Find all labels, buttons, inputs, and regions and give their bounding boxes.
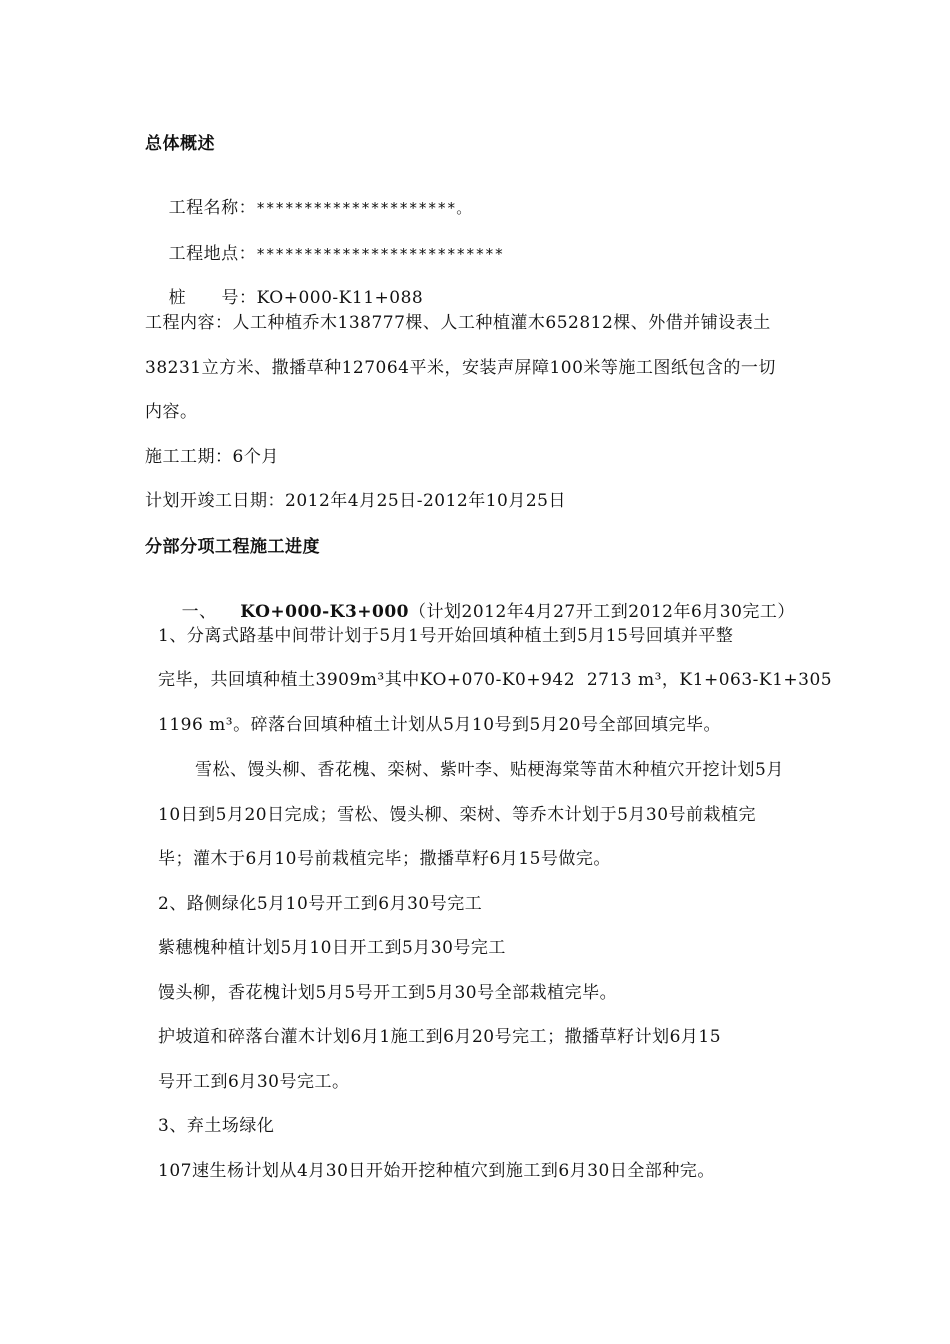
location-label: 工程地点： <box>168 244 257 264</box>
item2-line-4: 号开工到6月30号完工。 <box>158 1072 350 1092</box>
item1-line-2: 完毕，共回填种植土3909m³其中KO+070-K0+942 2713 m³，K1+063-K1+305 <box>158 670 833 690</box>
progress-heading: 分部分项工程施工进度 <box>145 537 320 557</box>
overview-heading: 总体概述 <box>145 134 215 154</box>
item1b-line-3: 毕；灌木于6月10号前栽植完毕；撒播草籽6月15号做完。 <box>158 849 611 869</box>
item3-title: 3、弃土场绿化 <box>158 1116 275 1136</box>
item2-title: 2、路侧绿化5月10号开工到6月30号完工 <box>158 894 483 914</box>
item2-line-1: 紫穗槐种植计划5月10日开工到5月30号完工 <box>158 938 506 958</box>
content-line-1: 工程内容：人工种植乔木138777棵、人工种植灌木652812棵、外借并铺设表土 <box>145 313 771 333</box>
project-name-label: 工程名称： <box>168 198 257 218</box>
section1-plan: （计划2012年4月27开工到2012年6月30完工） <box>409 602 795 622</box>
item1-line-3: 1196 m³。碎落台回填种植土计划从5月10号到5月20号全部回填完毕。 <box>158 715 721 735</box>
dates-line: 计划开竣工日期：2012年4月25日-2012年10月25日 <box>145 491 566 511</box>
content-line-3: 内容。 <box>145 402 198 422</box>
stake-value: KO+000-K11+088 <box>256 288 424 308</box>
period-line: 施工工期：6个月 <box>145 447 279 467</box>
section1-stake: KO+000-K3+000 <box>240 602 409 622</box>
item2-line-2: 馒头柳，香花槐计划5月5号开工到5月30号全部栽植完毕。 <box>158 983 618 1003</box>
section1-number: 一、 <box>181 602 217 622</box>
project-name-value: *********************。 <box>256 199 472 217</box>
item3-line-1: 107速生杨计划从4月30日开始开挖种植穴到施工到6月30日全部种完。 <box>158 1161 715 1181</box>
item1b-line-1: 雪松、馒头柳、香花槐、栾树、紫叶李、贴梗海棠等苗木种植穴开挖计划5月 <box>195 760 784 780</box>
content-line-2: 38231立方米、撒播草种127064平米，安装声屏障100米等施工图纸包含的一切 <box>145 358 776 378</box>
item1b-line-2: 10日到5月20日完成；雪松、馒头柳、栾树、等乔木计划于5月30号前栽植完 <box>158 805 757 825</box>
item2-line-3: 护坡道和碎落台灌木计划6月1施工到6月20号完工；撒播草籽计划6月15 <box>158 1027 722 1047</box>
item1-line-1: 1、分离式路基中间带计划于5月1号开始回填种植土到5月15号回填并平整 <box>158 626 734 646</box>
stake-label: 桩 号： <box>168 288 257 308</box>
location-value: ************************** <box>256 245 504 263</box>
